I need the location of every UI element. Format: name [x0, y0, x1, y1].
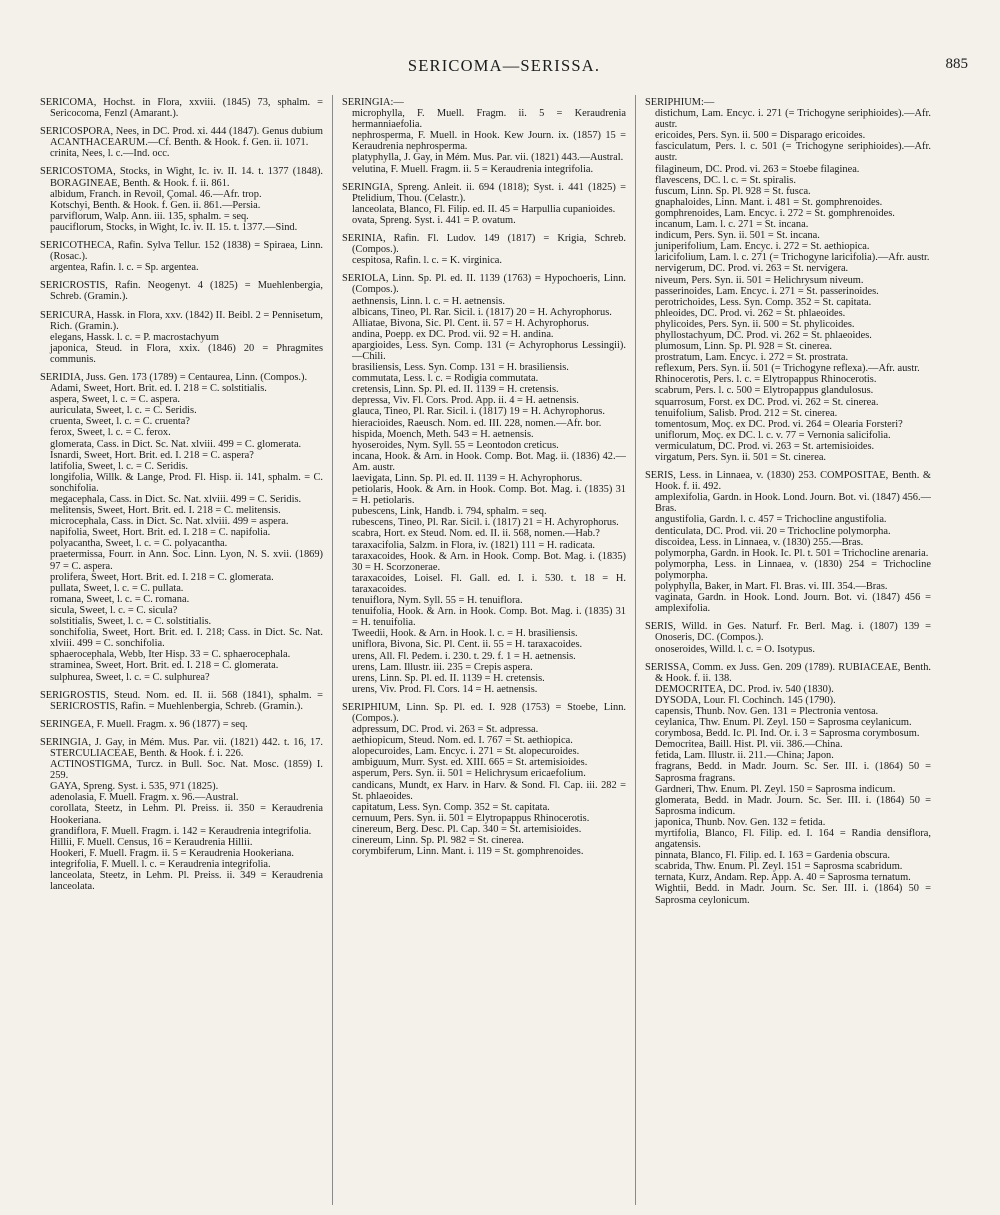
- entry-line: Rhinocerotis, Pers. l. c. = Elytropappus Rhinocerotis.: [655, 374, 877, 386]
- entry-line: plumosum, Linn. Sp. Pl. 928 = St. cinerea.: [655, 341, 833, 353]
- entry-line: tenuifolia, Hook. & Arn. in Hook. Comp. Bot. Mag. i. (1835) 31 = H. tenuifolia.: [352, 606, 626, 629]
- entry-line: myrtifolia, Blanco, Fl. Filip. ed. I. 164 = Randia densiflora, angatensis.: [655, 828, 931, 851]
- entry-line: gomphrenoides, Lam. Encyc. i. 272 = St. gomphrenoides.: [655, 207, 895, 219]
- dictionary-entry: [40, 280, 323, 302]
- entry-heading: SERIPHIUM:—: [645, 97, 715, 108]
- entry-line: uniflora, Bivona, Sic. Pl. Cent. ii. 55 = H. taraxacoides.: [352, 639, 583, 651]
- entry-line: microcephala, Cass. in Dict. Sc. Nat. xlviii. 499 = aspera.: [50, 516, 289, 528]
- dictionary-entry: [645, 621, 931, 654]
- column-1: [40, 97, 323, 1205]
- entry-line: cinereum, Berg. Desc. Pl. Cap. 340 = St. artemisioides.: [352, 823, 582, 835]
- dictionary-entry: [40, 690, 323, 712]
- entry-line: longifolia, Willk. & Lange, Prod. Fl. Hisp. ii. 141, sphalm. = C. sonchifolia.: [50, 471, 323, 494]
- entry-heading: SERIGROSTIS, Steud. Nom. ed. II. ii. 568 (1841), sphalm. = SERICROSTIS, Rafin. = Muehlenbergia, Schreb. (Gramin.).: [40, 689, 323, 712]
- entry-line: napifolia, Sweet, Hort. Brit. ed. I. 218 = C. napifolia.: [50, 527, 271, 539]
- entry-line: Hillii, F. Muell. Census, 16 = Keraudrenia Hillii.: [50, 836, 253, 848]
- entry-line: passerinoides, Lam. Encyc. i. 271 = St. passerinoides.: [655, 285, 879, 297]
- entry-line: integrifolia, F. Muell. l. c. = Keraudrenia integrifolia.: [50, 858, 271, 870]
- entry-line: fasciculatum, Pers. l. c. 501 (= Trichogyne seriphioides).—Afr. austr.: [655, 141, 931, 164]
- entry-line: parviflorum, Walp. Ann. iii. 135, sphalm. = seq.: [50, 210, 249, 222]
- dictionary-entry: [342, 233, 626, 266]
- entry-line: filagineum, DC. Prod. vi. 263 = Stoebe filaginea.: [655, 163, 860, 175]
- entry-line: prostratum, Lam. Encyc. i. 272 = St. prostrata.: [655, 352, 849, 364]
- entry-line: fragrans, Bedd. in Madr. Journ. Sc. Ser. III. i. (1864) 50 = Saprosma fragrans.: [655, 761, 931, 784]
- entry-line: hispida, Moench, Meth. 543 = H. aetnensis.: [352, 428, 534, 440]
- dictionary-entry: [342, 97, 626, 175]
- entry-heading: SERICROSTIS, Rafin. Neogenyt. 4 (1825) = Muehlenbergia, Schreb. (Gramin.).: [40, 280, 323, 303]
- dictionary-entry: [40, 126, 323, 159]
- entry-line: incanum, Lam. l. c. 271 = St. incana.: [655, 219, 809, 231]
- entry-line: depressa, Viv. Fl. Cors. Prod. App. ii. 4 = H. aetnensis.: [352, 395, 579, 407]
- entry-line: albicans, Tineo, Pl. Rar. Sicil. i. (1817) 20 = H. Achyrophorus.: [352, 306, 612, 318]
- entry-line: hyoseroides, Nym. Syll. 55 = Leontodon creticus.: [352, 439, 559, 451]
- dictionary-entry: [645, 662, 931, 906]
- column-3: [645, 97, 931, 1205]
- entry-line: ternata, Kurz, Andam. Rep. App. A. 40 = Saprosma ternatum.: [655, 872, 911, 884]
- entry-line: apargioides, Less. Syn. Comp. 131 (= Achyrophorus Lessingii).—Chili.: [352, 339, 626, 362]
- entry-line: solstitialis, Sweet, l. c. = C. solstitialis.: [50, 616, 212, 628]
- entry-line: scabrida, Thw. Enum. Pl. Zeyl. 151 = Saprosma scabridum.: [655, 861, 903, 873]
- entry-line: japonica, Steud. in Flora, xxix. (1846) 20 = Phragmites communis.: [50, 342, 323, 365]
- column-divider: [635, 95, 636, 1205]
- entry-line: uniflorum, Moç. ex DC. l. c. v. 77 = Vernonia salicifolia.: [655, 429, 891, 441]
- entry-line: urens, Lam. Illustr. iii. 235 = Crepis aspera.: [352, 661, 533, 673]
- entry-line: taraxacoides, Loisel. Fl. Gall. ed. I. i. 530. t. 18 = H. taraxacoides.: [352, 572, 626, 595]
- entry-line: squarrosum, Forst. ex DC. Prod. vi. 262 = St. cinerea.: [655, 396, 879, 408]
- entry-line: pauciflorum, Stocks, in Wight, Ic. iv. II. 15. t. 1377.—Sind.: [50, 221, 298, 233]
- entry-line: velutina, F. Muell. Fragm. ii. 5 = Keraudrenia integrifolia.: [352, 163, 594, 175]
- entry-line: polyacantha, Sweet, l. c. = C. polyacantha.: [50, 538, 228, 550]
- entry-line: juniperifolium, Lam. Encyc. i. 272 = St. aethiopica.: [655, 241, 870, 253]
- entry-heading: SERIS, Less. in Linnaea, v. (1830) 253. COMPOSITAE, Benth. & Hook. f. ii. 492.: [645, 470, 931, 493]
- entry-line: phylicoides, Pers. Syn. ii. 500 = St. phylicoides.: [655, 318, 855, 330]
- entry-line: corollata, Steetz, in Lehm. Pl. Preiss. ii. 350 = Keraudrenia Hookeriana.: [50, 803, 323, 826]
- dictionary-entry: [342, 273, 626, 695]
- dictionary-entry: [40, 240, 323, 273]
- entry-line: niveum, Pers. Syn. ii. 501 = Helichrysum niveum.: [655, 274, 864, 286]
- dictionary-entry: [40, 737, 323, 892]
- entry-line: albidum, Franch. in Revoil, Çomal. 46.—Afr. trop.: [50, 188, 262, 200]
- entry-heading: SERIDIA, Juss. Gen. 173 (1789) = Centaurea, Linn. (Compos.).: [40, 371, 308, 383]
- entry-line: andina, Poepp. ex DC. Prod. vii. 92 = H. andina.: [352, 328, 554, 340]
- entry-line: alopecuroides, Lam. Encyc. i. 271 = St. alopecuroides.: [352, 746, 580, 758]
- entry-heading: SERICOSPORA, Nees, in DC. Prod. xi. 444 (1847). Genus dubium ACANTHACEARUM.—Cf. Benth. & Hook. f. Gen. ii. 1071.: [40, 126, 323, 149]
- entry-line: ericoides, Pers. Syn. ii. 500 = Disparago ericoides.: [655, 130, 866, 142]
- entry-line: candicans, Mundt, ex Harv. in Harv. & Sond. Fl. Cap. iii. 282 = St. phlaeoides.: [352, 779, 626, 802]
- entry-line: denticulata, DC. Prod. vii. 20 = Trichocline polymorpha.: [655, 525, 891, 537]
- entry-line: cinereum, Linn. Sp. Pl. 982 = St. cinerea.: [352, 835, 524, 846]
- entry-line: phleoides, DC. Prod. vi. 262 = St. phlaeoides.: [655, 307, 846, 319]
- dictionary-entry: [40, 310, 323, 365]
- entry-line: DYSODA, Lour. Fl. Cochinch. 145 (1790).: [655, 694, 836, 706]
- entry-line: commutata, Less. l. c. = Rodigia commutata.: [352, 373, 539, 385]
- entry-line: Adami, Sweet, Hort. Brit. ed. I. 218 = C. solstitialis.: [50, 383, 267, 395]
- entry-line: DEMOCRITEA, DC. Prod. iv. 540 (1830).: [655, 683, 834, 695]
- entry-line: cespitosa, Rafin. l. c. = K. virginica.: [352, 255, 502, 267]
- entry-line: elegans, Hassk. l. c. = P. macrostachyum: [50, 331, 219, 343]
- entry-line: aspera, Sweet, l. c. = C. aspera.: [50, 394, 180, 406]
- entry-line: discoidea, Less. in Linnaea, v. (1830) 255.—Bras.: [655, 536, 864, 548]
- entry-line: sicula, Sweet, l. c. = C. sicula?: [50, 604, 178, 616]
- column-divider: [332, 95, 333, 1205]
- entry-heading: SERINGIA, J. Gay, in Mém. Mus. Par. vii. (1821) 442. t. 16, 17. STERCULIACEAE, Benth. & Hook. f. i. 226.: [40, 736, 323, 759]
- entry-line: megacephala, Cass. in Dict. Sc. Nat. xlviii. 499 = C. Seridis.: [50, 494, 302, 505]
- entry-line: ACTINOSTIGMA, Turcz. in Bull. Soc. Nat. Mosc. (1859) I. 259.: [50, 759, 323, 782]
- entry-line: indicum, Pers. Syn. ii. 501 = St. incana.: [655, 230, 820, 242]
- entry-line: distichum, Lam. Encyc. i. 271 (= Trichogyne seriphioides).—Afr. austr.: [655, 108, 931, 131]
- entry-line: reflexum, Pers. Syn. ii. 501 (= Trichogyne reflexa).—Afr. austr.: [655, 363, 920, 375]
- entry-line: tenuiflora, Nym. Syll. 55 = H. tenuiflora.: [352, 595, 523, 607]
- dictionary-entry: [40, 719, 323, 730]
- entry-heading: SERINIA, Rafin. Fl. Ludov. 149 (1817) = Krigia, Schreb. (Compos.).: [342, 233, 626, 256]
- entry-line: flavescens, DC. l. c. = St. spiralis.: [655, 174, 796, 186]
- entry-line: GAYA, Spreng. Syst. i. 535, 971 (1825).: [50, 781, 219, 793]
- entry-line: prolifera, Sweet, Hort. Brit. ed. I. 218 = C. glomerata.: [50, 571, 274, 583]
- entry-line: Gardneri, Thw. Enum. Pl. Zeyl. 150 = Saprosma indicum.: [655, 783, 896, 795]
- entry-line: grandiflora, F. Muell. Fragm. i. 142 = Keraudrenia integrifolia.: [50, 825, 312, 837]
- entry-heading: SERICURA, Hassk. in Flora, xxv. (1842) II. Beibl. 2 = Pennisetum, Rich. (Gramin.).: [40, 309, 323, 332]
- entry-line: adpressum, DC. Prod. vi. 263 = St. adpressa.: [352, 724, 539, 736]
- entry-line: scabra, Hort. ex Steud. Nom. ed. II. ii. 568, nomen.—Hab.?: [352, 528, 600, 540]
- entry-line: sonchifolia, Sweet, Hort. Brit. ed. I. 218; Cass. in Dict. Sc. Nat. xlviii. 499 = C. sonchifolia.: [50, 627, 323, 650]
- entry-line: straminea, Sweet, Hort. Brit. ed. I. 218 = C. glomerata.: [50, 660, 279, 672]
- entry-line: polyphylla, Baker, in Mart. Fl. Bras. vi. III. 354.—Bras.: [655, 581, 888, 593]
- entry-line: Tweedii, Hook. & Arn. in Hook. l. c. = H. brasiliensis.: [352, 628, 578, 640]
- dictionary-entry: [342, 702, 626, 857]
- entry-line: cernuum, Pers. Syn. ii. 501 = Elytropappus Rhinocerotis.: [352, 812, 590, 824]
- entry-heading: SERIS, Willd. in Ges. Naturf. Fr. Berl. Mag. i. (1807) 139 = Onoseris, DC. (Compos.).: [645, 621, 931, 644]
- entry-line: polymorpha, Less. in Linnaea, v. (1830) 254 = Trichocline polymorpha.: [655, 558, 931, 581]
- entry-line: asperum, Pers. Syn. ii. 501 = Helichrysum ericaefolium.: [352, 768, 586, 780]
- entry-line: urens, Viv. Prod. Fl. Cors. 14 = H. aetnensis.: [352, 683, 538, 695]
- entry-line: scabrum, Pers. l. c. 500 = Elytropappus glandulosus.: [655, 385, 874, 397]
- entry-line: tenuifolium, Salisb. Prod. 212 = St. cinerea.: [655, 407, 838, 419]
- dictionary-entry: [645, 97, 931, 463]
- entry-line: praetermissa, Fourr. in Ann. Soc. Linn. Lyon, N. S. xvii. (1869) 97 = C. aspera.: [50, 549, 323, 572]
- entry-line: tomentosum, Moç. ex DC. Prod. vi. 264 = Olearia Forsteri?: [655, 418, 903, 430]
- entry-line: pinnata, Blanco, Fl. Filip. ed. I. 163 = Gardenia obscura.: [655, 850, 890, 862]
- entry-line: perotrichoides, Less. Syn. Comp. 352 = St. capitata.: [655, 296, 872, 308]
- entry-line: glauca, Tineo, Pl. Rar. Sicil. i. (1817) 19 = H. Achyrophorus.: [352, 406, 605, 418]
- entry-line: sphaerocephala, Webb, Iter Hisp. 33 = C. sphaerocephala.: [50, 649, 291, 661]
- entry-heading: SERINGEA, F. Muell. Fragm. x. 96 (1877) = seq.: [40, 718, 248, 730]
- entry-line: glomerata, Cass. in Dict. Sc. Nat. xlviii. 499 = C. glomerata.: [50, 438, 302, 450]
- entry-line: Alliatae, Bivona, Sic. Pl. Cent. ii. 57 = H. Achyrophorus.: [352, 317, 590, 329]
- entry-line: sulphurea, Sweet, l. c. = C. sulphurea?: [50, 671, 210, 683]
- entry-line: crinita, Nees, l. c.—Ind. occ.: [50, 148, 170, 160]
- entry-line: phyllostachyum, DC. Prod. vi. 262 = St. phlaeoides.: [655, 329, 872, 341]
- entry-line: urens, All. Fl. Pedem. i. 230. t. 29. f. 1 = H. aetnensis.: [352, 650, 576, 662]
- entry-line: capitatum, Less. Syn. Comp. 352 = St. capitata.: [352, 801, 550, 813]
- entry-line: laricifolium, Lam. l. c. 271 (= Trichogyne laricifolia).—Afr. austr.: [655, 252, 930, 264]
- entry-line: nephrosperma, F. Muell. in Hook. Kew Journ. ix. (1857) 15 = Keraudrenia nephrosperma.: [352, 130, 626, 153]
- entry-heading: SERICOMA, Hochst. in Flora, xxviii. (1845) 73, sphalm. = Sericocoma, Fenzl (Amarant.).: [40, 97, 323, 120]
- entry-line: incana, Hook. & Arn. in Hook. Comp. Bot. Mag. ii. (1836) 42.—Am. austr.: [352, 450, 626, 473]
- entry-line: cruenta, Sweet, l. c. = C. cruenta?: [50, 416, 191, 428]
- entry-line: glomerata, Bedd. in Madr. Journ. Sc. Ser. III. i. (1864) 50 = Saprosma indicum.: [655, 794, 931, 817]
- entry-line: capensis, Thunb. Nov. Gen. 131 = Plectronia ventosa.: [655, 705, 879, 717]
- entry-line: adenolasia, F. Muell. Fragm. x. 96.—Austral.: [50, 792, 239, 804]
- entry-line: lanceolata, Blanco, Fl. Filip. ed. II. 45 = Harpullia cupanioides.: [352, 203, 616, 215]
- entry-line: Democritea, Baill. Hist. Pl. vii. 386.—China.: [655, 739, 843, 751]
- entry-line: corymbiferum, Linn. Mant. i. 119 = St. gomphrenoides.: [352, 846, 584, 858]
- entry-line: ferox, Sweet, l. c. = C. ferox.: [50, 427, 171, 439]
- entry-heading: SERINGIA:—: [342, 97, 404, 108]
- entry-line: amplexifolia, Gardn. in Hook. Lond. Journ. Bot. vi. (1847) 456.—Bras.: [655, 492, 931, 515]
- entry-line: ceylanica, Thw. Enum. Pl. Zeyl. 150 = Saprosma ceylanicum.: [655, 717, 912, 729]
- running-title: SERICOMA—SERISSA.: [407, 56, 601, 75]
- entry-heading: SERIPHIUM, Linn. Sp. Pl. ed. I. 928 (1753) = Stoebe, Linn. (Compos.).: [342, 701, 626, 724]
- entry-line: microphylla, F. Muell. Fragm. ii. 5 = Keraudrenia hermanniaefolia.: [352, 108, 626, 131]
- entry-line: virgatum, Pers. Syn. ii. 501 = St. cinerea.: [655, 452, 827, 463]
- entry-line: aethnensis, Linn. l. c. = H. aetnensis.: [352, 295, 506, 307]
- entry-line: vaginata, Gardn. in Hook. Lond. Journ. Bot. vi. (1847) 456 = amplexifolia.: [655, 592, 931, 615]
- entry-line: Isnardi, Sweet, Hort. Brit. ed. I. 218 = C. aspera?: [50, 449, 254, 461]
- entry-line: auriculata, Sweet, l. c. = C. Seridis.: [50, 405, 197, 417]
- entry-heading: SERICOSTOMA, Stocks, in Wight, Ic. iv. II. 14. t. 1377 (1848). BORAGINEAE, Benth. & Hook. f. ii. 861.: [40, 166, 323, 189]
- running-header: [40, 56, 968, 80]
- column-2: [342, 97, 626, 1205]
- entry-line: japonica, Thunb. Nov. Gen. 132 = fetida.: [655, 816, 826, 828]
- entry-line: romana, Sweet, l. c. = C. romana.: [50, 593, 190, 605]
- entry-line: Kotschyi, Benth. & Hook. f. Gen. ii. 861.—Persia.: [50, 199, 261, 211]
- entry-line: vermiculatum, DC. Prod. vi. 263 = St. artemisioides.: [655, 440, 875, 452]
- entry-line: polymorpha, Gardn. in Hook. Ic. Pl. t. 501 = Trichocline arenaria.: [655, 547, 929, 559]
- entry-line: nervigerum, DC. Prod. vi. 263 = St. nervigera.: [655, 263, 849, 275]
- entry-line: taraxacifolia, Salzm. in Flora, iv. (1821) 111 = H. radicata.: [352, 539, 596, 551]
- entry-line: brasiliensis, Less. Syn. Comp. 131 = H. brasiliensis.: [352, 362, 569, 374]
- entry-line: pullata, Sweet, l. c. = C. pullata.: [50, 582, 184, 594]
- entry-line: latifolia, Sweet, l. c. = C. Seridis.: [50, 460, 189, 472]
- dictionary-entry: [40, 166, 323, 233]
- entry-line: laevigata, Linn. Sp. Pl. ed. II. 1139 = H. Achyrophorus.: [352, 473, 583, 484]
- entry-line: hieracioides, Raeusch. Nom. ed. III. 228, nomen.—Afr. bor.: [352, 417, 602, 429]
- entry-line: Wightii, Bedd. in Madr. Journ. Sc. Ser. III. i. (1864) 50 = Saprosma ceylonicum.: [655, 883, 931, 906]
- entry-line: angustifolia, Gardn. l. c. 457 = Trichocline angustifolia.: [655, 514, 887, 526]
- entry-line: ambiguum, Murr. Syst. ed. XIII. 665 = St. artemisioides.: [352, 757, 588, 769]
- entry-line: melitensis, Sweet, Hort. Brit. ed. I. 218 = C. melitensis.: [50, 505, 281, 517]
- entry-heading: SERIOLA, Linn. Sp. Pl. ed. II. 1139 (1763) = Hypochoeris, Linn. (Compos.).: [342, 273, 626, 296]
- page-number: 885: [945, 56, 968, 72]
- entry-line: corymbosa, Bedd. Ic. Pl. Ind. Or. i. 3 = Saprosma corymbosum.: [655, 728, 920, 740]
- entry-line: platyphylla, J. Gay, in Mém. Mus. Par. vii. (1821) 443.—Austral.: [352, 152, 624, 164]
- entry-line: argentea, Rafin. l. c. = Sp. argentea.: [50, 262, 199, 274]
- dictionary-entry: [40, 372, 323, 683]
- dictionary-entry: [342, 182, 626, 226]
- entry-line: cretensis, Linn. Sp. Pl. ed. II. 1139 = H. cretensis.: [352, 384, 559, 396]
- entry-line: gnaphaloides, Linn. Mant. i. 481 = St. gomphrenoides.: [655, 196, 883, 208]
- entry-line: aethiopicum, Steud. Nom. ed. I. 767 = St. aethiopica.: [352, 735, 573, 747]
- dictionary-entry: [645, 470, 931, 614]
- entry-line: Hookeri, F. Muell. Fragm. ii. 5 = Keraudrenia Hookeriana.: [50, 847, 294, 859]
- entry-line: rubescens, Tineo, Pl. Rar. Sicil. i. (1817) 21 = H. Achyrophorus.: [352, 517, 619, 529]
- entry-line: lanceolata, Steetz, in Lehm. Pl. Preiss. ii. 349 = Keraudrenia lanceolata.: [50, 870, 323, 893]
- entry-heading: SERICOTHECA, Rafin. Sylva Tellur. 152 (1838) = Spiraea, Linn. (Rosac.).: [40, 240, 323, 263]
- entry-line: taraxacoides, Hook. & Arn. in Hook. Comp. Bot. Mag. i. (1835) 30 = H. Scorzonerae.: [352, 550, 626, 573]
- entry-line: petiolaris, Hook. & Arn. in Hook. Comp. Bot. Mag. i. (1835) 31 = H. petiolaris.: [352, 484, 626, 507]
- entry-heading: SERISSA, Comm. ex Juss. Gen. 209 (1789). RUBIACEAE, Benth. & Hook. f. ii. 138.: [645, 661, 931, 684]
- entry-line: fetida, Lam. Illustr. ii. 211.—China; Japon.: [655, 750, 834, 762]
- dictionary-entry: [40, 97, 323, 119]
- entry-line: pubescens, Link, Handb. i. 794, sphalm. = seq.: [352, 506, 547, 518]
- entry-heading: SERINGIA, Spreng. Anleit. ii. 694 (1818); Syst. i. 441 (1825) = Ptelidium, Thou. (Celastr.).: [342, 181, 626, 204]
- entry-line: onoseroides, Willd. l. c. = O. Isotypus.: [655, 643, 815, 655]
- entry-line: fuscum, Linn. Sp. Pl. 928 = St. fusca.: [655, 185, 811, 197]
- entry-line: urens, Linn. Sp. Pl. ed. II. 1139 = H. cretensis.: [352, 672, 545, 684]
- entry-line: ovata, Spreng. Syst. i. 441 = P. ovatum.: [352, 214, 516, 226]
